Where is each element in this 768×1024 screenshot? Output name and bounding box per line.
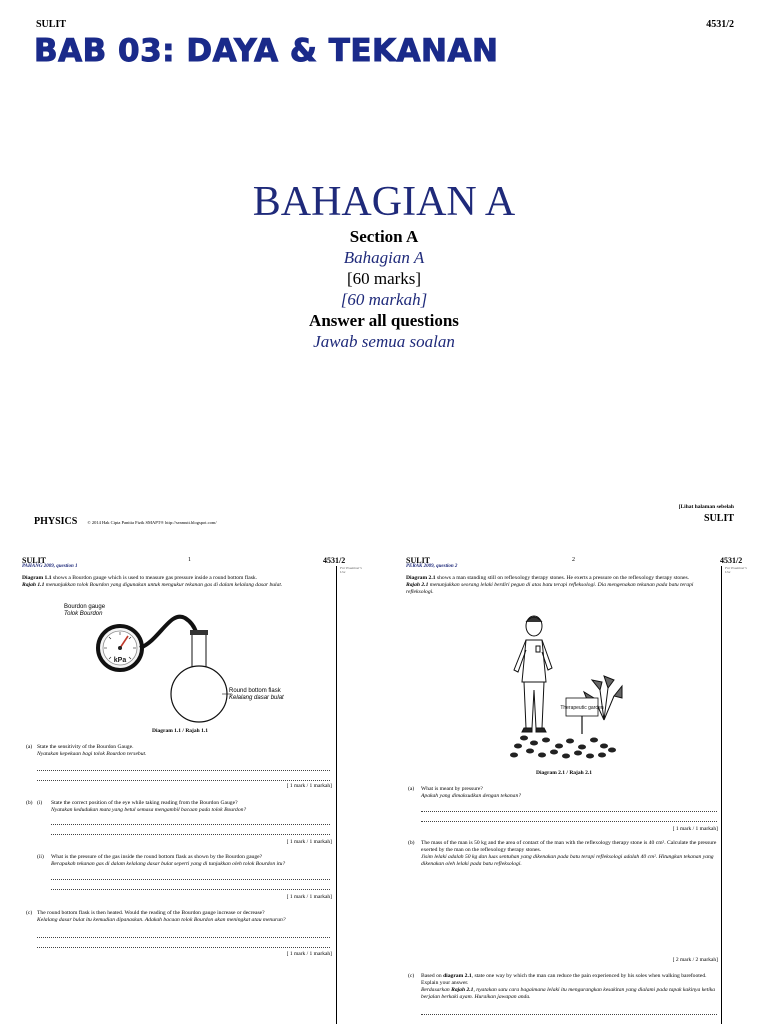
p2-intro (406, 575, 718, 596)
p1-qbi-en: State the correct position of the eye while taking reading from the Bourdon Gauge? (51, 800, 238, 806)
therapy-stones (510, 736, 616, 759)
p1-margin-note: For Examiner's Use (340, 566, 362, 574)
p1-qc-answer-line-2[interactable] (37, 947, 330, 948)
p1-qbi-label: (i) (37, 800, 43, 806)
p1-qa-en: State the sensitivity of the Bourdon Gauge. (37, 744, 134, 750)
p2-qc-answer-line-1[interactable] (421, 1014, 717, 1015)
cover-line-marks: [60 marks] (346, 269, 422, 288)
p2-qc-en (421, 973, 719, 987)
flask-label (229, 688, 284, 702)
p1-qbii-answer-line-1[interactable] (51, 879, 330, 880)
p2-qc-text: , state one way by which the man can reduce the pain experienced by his soles when walking barefooted. Explain your answer. (421, 973, 707, 986)
cover-sulit-bottom: SULIT (703, 513, 734, 524)
p2-qb (421, 840, 719, 868)
p2-source: PERAK 2009, question 2 (406, 564, 458, 569)
p1-qbi-ms: Nyatakan kedudukan mata yang betul semasa mengambil bacaan pada tolok Bourdon? (51, 807, 247, 813)
p1-qa-ms: Nyatakan kepekaan bagi tolok Bourdon tersebut. (37, 751, 147, 757)
p1-intro-text: shows a Bourdon gauge which is used to measure gas pressure inside a round bottom flask. (51, 575, 258, 581)
p2-sulit: SULIT (406, 556, 431, 565)
p2-margin-note: For Examiner's Use (725, 566, 747, 574)
p1-sulit: SULIT (22, 556, 47, 565)
p1-qbi (51, 800, 331, 814)
p2-qc-ms-b: Rajah 2.1 (451, 987, 474, 993)
flask-label-en: Round bottom flask (229, 688, 281, 694)
p1-qa (37, 744, 332, 758)
flask-bulb (171, 666, 227, 722)
man-figure (514, 616, 552, 732)
physics-label: PHYSICS (34, 516, 78, 527)
p2-qb-ms: Jisim lelaki adalah 50 kg dan luas sentuhan yang dikenakan pada batu terapi refleksologi adalah 40 cm². Hitungkan tekanan yang dikenakan oleh lelaki pada batu refleksologi. (421, 854, 714, 867)
cover-line-section: Section A (349, 227, 419, 246)
cover-footer (34, 511, 217, 529)
p1-margin-line (336, 566, 337, 1024)
p1-code: 4531/2 (323, 556, 346, 565)
p1-qc-ms: Kelalang dasar bulat itu kemudian dipanaskan. Adakah bacaan tolok Bourdon akan meningkat atau menurun? (37, 917, 286, 923)
flask-label-ms: Kelalang dasar bulat (229, 695, 284, 701)
p1-qc-label: (c) (26, 910, 33, 916)
cover-lines (0, 226, 768, 352)
p2-qa (421, 786, 716, 800)
p1-mark-4: [ 1 mark / 1 markah] (286, 951, 332, 957)
p2-qc-ms-pre: Berdasarkan (421, 987, 452, 993)
p1-num: 1 (188, 557, 191, 563)
p2-qa-ms: Apakah yang dimaksudkan dengan tekanan? (421, 793, 522, 799)
p1-caption: Diagram 1.1 / Rajah 1.1 (152, 728, 208, 734)
p1-qc-en: The round bottom flask is then heated. Would the reading of the Bourdon gauge increase or decrease? (37, 910, 265, 916)
p2-qa-answer-line-1[interactable] (421, 811, 717, 812)
gauge-unit-text: kPa (113, 657, 127, 664)
cover-line-markah: [60 markah] (340, 290, 428, 309)
p2-qc (421, 973, 719, 1001)
cover-line-jawab: Jawab semua soalan (313, 332, 455, 351)
p1-intro-ms-b: Rajah 1.1 (22, 582, 45, 588)
p1-qc-answer-line-1[interactable] (37, 937, 330, 938)
p1-qbii (51, 854, 331, 868)
p1-qa-answer-line-1[interactable] (37, 770, 330, 771)
bourdon-flask-diagram (90, 610, 260, 728)
p2-qc-ms-text: , nyatakan satu cara bagaimana lelaki itu mengurangkan kesakitan yang dialami pada tapak kakinya ketika berjalan berkaki ayam. Huraikan jawapan anda. (421, 987, 716, 1000)
cover-sulit: SULIT (36, 19, 67, 30)
p1-qa-answer-line-2[interactable] (37, 780, 330, 781)
p2-qc-ms (421, 987, 719, 1001)
copyright: © 2014 Hak Cipta Panitia Fizik SMAPT® http://seamutt.blogspot.com/ (87, 520, 217, 525)
p2-qa-label: (a) (408, 786, 415, 792)
sign-text: Therapeutic garden (560, 705, 604, 711)
p1-mark-1: [ 1 mark / 1 markah] (286, 783, 332, 789)
p1-intro (22, 575, 334, 589)
reflexology-man-diagram (504, 610, 634, 762)
p1-qbii-answer-line-2[interactable] (51, 889, 330, 890)
p2-qb-en: The mass of the man is 50 kg and the area of contact of the man with the reflexology therapy stone is 40 cm². Calculate the pressure exerted by the man on the reflexology therapy stones. (421, 840, 717, 853)
p1-qb-label: (b) (26, 800, 33, 806)
p2-caption: Diagram 2.1 / Rajah 2.1 (536, 770, 592, 776)
section-title: BAHAGIAN A (252, 179, 516, 225)
cover-line-answer: Answer all questions (309, 311, 459, 330)
p1-qc (37, 910, 332, 924)
p2-intro-b: Diagram 2.1 (406, 575, 436, 581)
p1-qbi-answer-line-1[interactable] (51, 824, 330, 825)
p2-num: 2 (572, 557, 575, 563)
p2-margin-line (721, 566, 722, 1024)
p1-intro-ms-text: menunjukkan tolok Bourdon yang digunakan untuk mengukur tekanan gas di dalam kelalang dasar bulat. (44, 582, 283, 588)
p2-qc-label: (c) (408, 973, 415, 979)
p2-mark-2: [ 2 mark / 2 markah] (672, 957, 718, 963)
p2-intro-text: shows a man standing still on reflexology therapy stones. He exerts a pressure on the reflexology therapy stones. (435, 575, 690, 581)
p2-intro-ms-b: Rajah 2.1 (406, 582, 429, 588)
chapter-title: BAB 03: DAYA & TEKANAN (34, 33, 499, 69)
lihat-halaman: [Lihat halaman sebelah (678, 504, 734, 510)
gauge-label-ms: Tolok Bourdon (64, 611, 103, 617)
p1-intro-b: Diagram 1.1 (22, 575, 52, 581)
p2-qa-answer-line-2[interactable] (421, 821, 717, 822)
page2 (384, 548, 768, 1024)
p2-qc-b: diagram 2.1 (443, 973, 472, 979)
p2-qa-en: What is meant by pressure? (421, 786, 483, 792)
p1-source: PAHANG 2009, question 1 (22, 564, 78, 569)
p2-code: 4531/2 (720, 556, 743, 565)
p1-qa-label: (a) (26, 744, 33, 750)
page1 (0, 548, 384, 1024)
p1-qbi-answer-line-2[interactable] (51, 834, 330, 835)
p1-mark-2: [ 1 mark / 1 markah] (286, 839, 332, 845)
p2-intro-ms-text: menunjukkan seorang lelaki berdiri pegun di atas batu terapi refleksologi. Dia mengenakan tekanan pada batu terapi refleksologi. (406, 582, 694, 595)
p1-qbii-label: (ii) (37, 854, 44, 860)
p1-mark-3: [ 1 mark / 1 markah] (286, 894, 332, 900)
p1-qbii-ms: Berapakah tekanan gas di dalam kelalang dasar bulat seperti yang di tunjukkan oleh tolok Bourdon itu? (51, 861, 286, 867)
cover-line-bahagian: Bahagian A (343, 248, 425, 267)
p2-qc-pre: Based on (421, 973, 444, 979)
p2-qb-label: (b) (408, 840, 415, 846)
gauge-label-en: Bourdon gauge (64, 604, 106, 610)
cover-code: 4531/2 (706, 19, 734, 30)
p2-mark-1: [ 1 mark / 1 markah] (672, 826, 718, 832)
p1-qbii-en: What is the pressure of the gas inside the round bottom flask as shown by the Bourdon gauge? (51, 854, 263, 860)
